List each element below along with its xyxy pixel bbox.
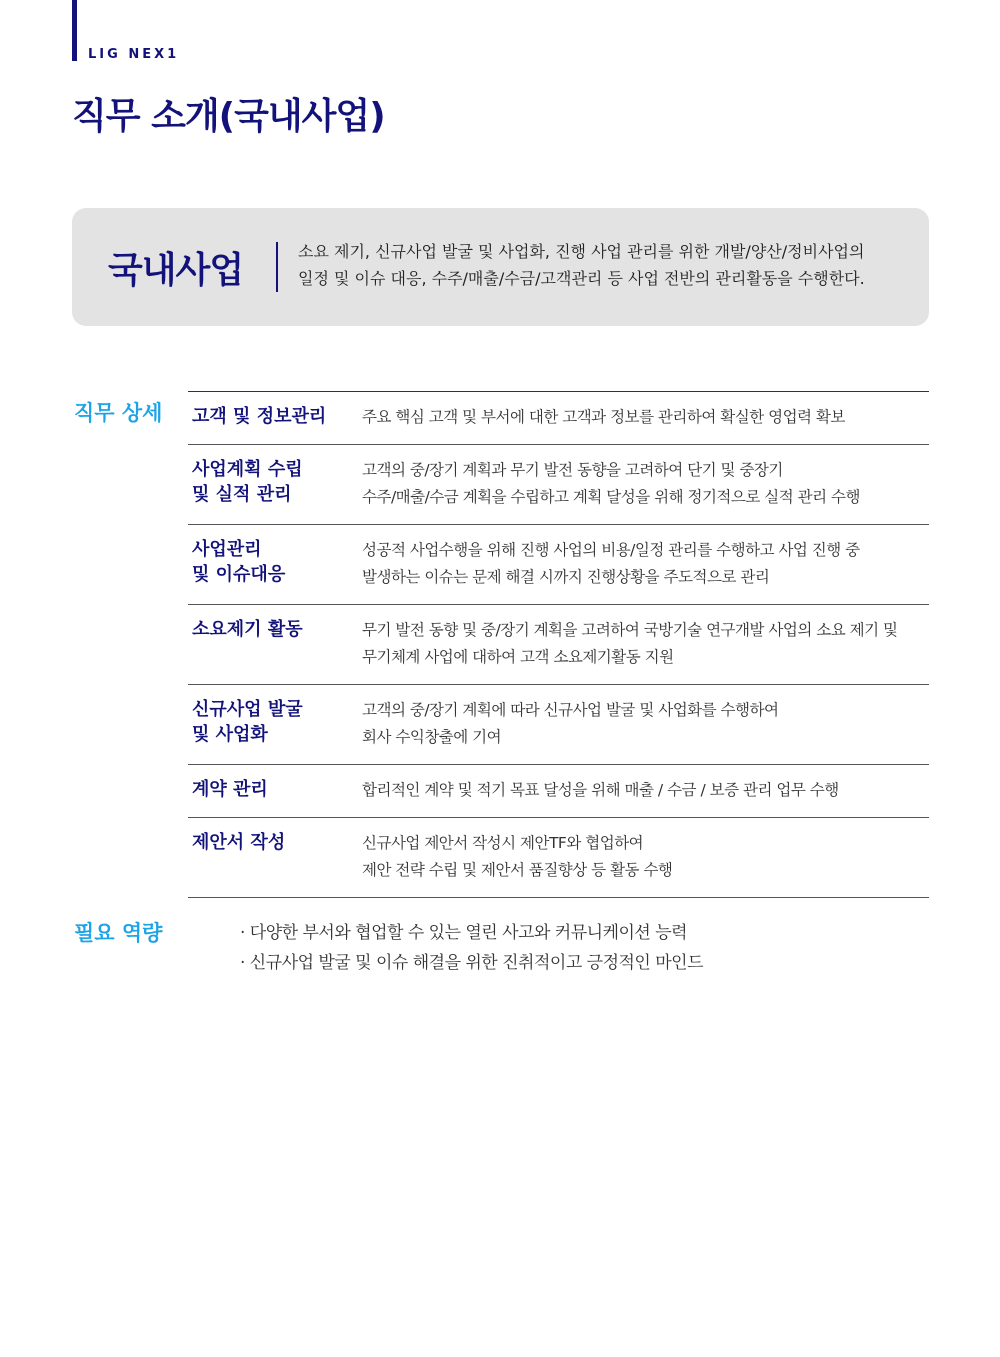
table-row bbox=[188, 685, 929, 765]
row-description-line: 수주/매출/수금 계획을 수립하고 계획 달성을 위해 정기적으로 실적 관리 수행 bbox=[362, 488, 860, 506]
row-title-line: 고객 및 정보관리 bbox=[192, 406, 327, 427]
row-description bbox=[362, 404, 929, 431]
row-description bbox=[362, 697, 929, 751]
row-title bbox=[188, 697, 362, 751]
row-title-line: 및 사업화 bbox=[192, 724, 268, 745]
brand-bar bbox=[72, 0, 77, 61]
row-description-line: 고객의 중/장기 계획과 무기 발전 동향을 고려하여 단기 및 중장기 bbox=[362, 461, 783, 479]
row-description-line: 주요 핵심 고객 및 부서에 대한 고객과 정보를 관리하여 확실한 영업력 확보 bbox=[362, 408, 845, 426]
summary-description bbox=[298, 238, 865, 292]
requirement-item: · 신규사업 발굴 및 이슈 해결을 위한 진취적이고 긍정적인 마인드 bbox=[240, 953, 704, 973]
row-title bbox=[188, 830, 362, 884]
row-title-line: 및 실적 관리 bbox=[192, 484, 292, 505]
divider bbox=[276, 242, 278, 292]
row-description-line: 합리적인 계약 및 적기 목표 달성을 위해 매출 / 수금 / 보증 관리 업무 수행 bbox=[362, 781, 839, 799]
details-label: 직무 상세 bbox=[74, 401, 163, 425]
row-title bbox=[188, 404, 362, 431]
row-description bbox=[362, 617, 929, 671]
table-row bbox=[188, 765, 929, 818]
table-row bbox=[188, 525, 929, 605]
table-row bbox=[188, 445, 929, 525]
table-row bbox=[188, 818, 929, 898]
row-title-line: 계약 관리 bbox=[192, 779, 268, 800]
summary-line: 소요 제기, 신규사업 발굴 및 사업화, 진행 사업 관리를 위한 개발/양산/정비사업의 bbox=[298, 242, 865, 261]
row-description bbox=[362, 457, 929, 511]
summary-title: 국내사업 bbox=[108, 250, 244, 291]
table-row bbox=[188, 605, 929, 685]
row-title-line: 신규사업 발굴 bbox=[192, 699, 303, 720]
row-description bbox=[362, 830, 929, 884]
row-description bbox=[362, 777, 929, 804]
details-table bbox=[188, 391, 929, 898]
row-title bbox=[188, 537, 362, 591]
row-description-line: 신규사업 제안서 작성시 제안TF와 협업하여 bbox=[362, 834, 644, 852]
row-title-line: 사업계획 수립 bbox=[192, 459, 303, 480]
page-title: 직무 소개(국내사업) bbox=[72, 96, 385, 137]
requirements-list bbox=[240, 918, 703, 978]
requirements-label: 필요 역량 bbox=[74, 921, 163, 945]
row-description-line: 제안 전략 수립 및 제안서 품질향상 등 활동 수행 bbox=[362, 861, 673, 879]
row-description-line: 무기체계 사업에 대하여 고객 소요제기활동 지원 bbox=[362, 648, 674, 666]
row-title bbox=[188, 617, 362, 671]
row-title-line: 사업관리 bbox=[192, 539, 262, 560]
row-title bbox=[188, 457, 362, 511]
row-description bbox=[362, 537, 929, 591]
table-row bbox=[188, 392, 929, 445]
row-title bbox=[188, 777, 362, 804]
row-description-line: 고객의 중/장기 계획에 따라 신규사업 발굴 및 사업화를 수행하여 bbox=[362, 701, 779, 719]
row-description-line: 발생하는 이슈는 문제 해결 시까지 진행상황을 주도적으로 관리 bbox=[362, 568, 770, 586]
row-title-line: 제안서 작성 bbox=[192, 832, 286, 853]
summary-box bbox=[72, 208, 929, 326]
row-title-line: 소요제기 활동 bbox=[192, 619, 303, 640]
summary-line: 일정 및 이슈 대응, 수주/매출/수금/고객관리 등 사업 전반의 관리활동을 수행한다. bbox=[298, 269, 865, 288]
row-description-line: 회사 수익창출에 기여 bbox=[362, 728, 502, 746]
requirement-item: · 다양한 부서와 협업할 수 있는 열린 사고와 커뮤니케이션 능력 bbox=[240, 923, 688, 943]
row-description-line: 무기 발전 동향 및 중/장기 계획을 고려하여 국방기술 연구개발 사업의 소요 제기 및 bbox=[362, 621, 898, 639]
row-description-line: 성공적 사업수행을 위해 진행 사업의 비용/일정 관리를 수행하고 사업 진행 중 bbox=[362, 541, 860, 559]
brand-logo: LIG NEX1 bbox=[88, 47, 180, 62]
row-title-line: 및 이슈대응 bbox=[192, 564, 286, 585]
